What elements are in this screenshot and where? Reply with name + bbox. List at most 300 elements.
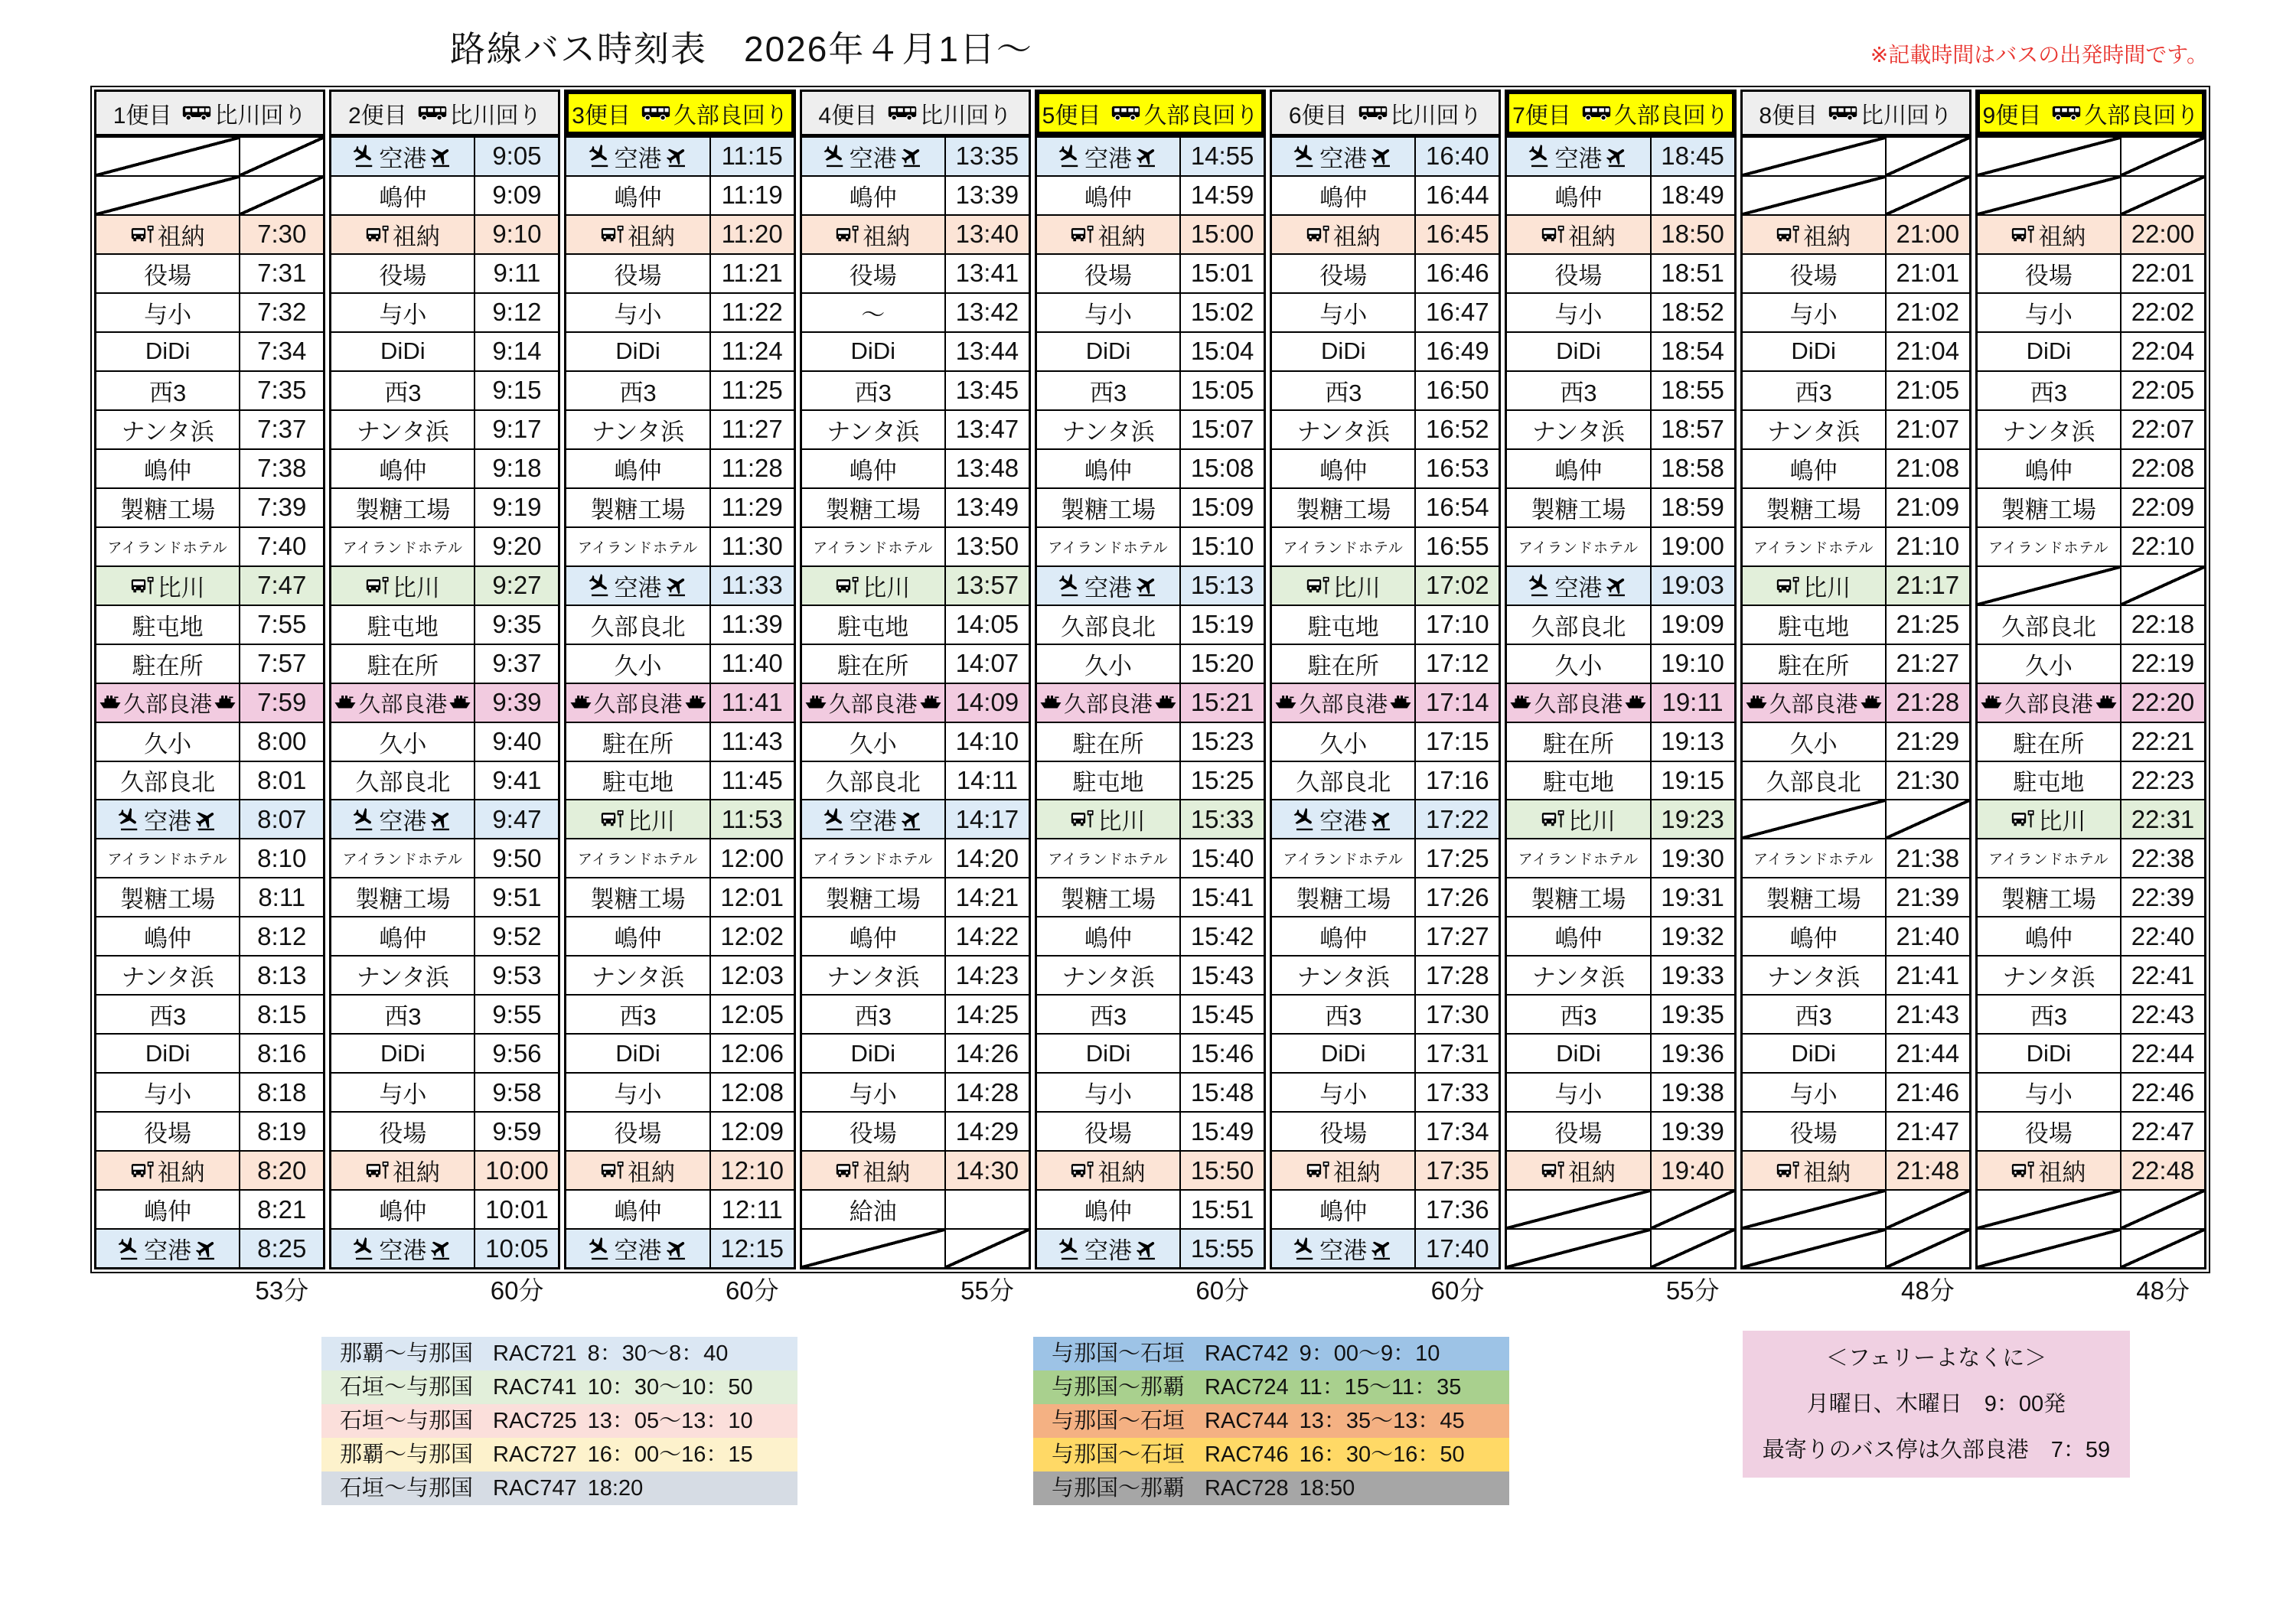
stop-time-cell: 12:08 xyxy=(709,1074,794,1111)
stop-time-cell: 21:27 xyxy=(1885,645,1969,683)
bus-stop-icon xyxy=(836,576,859,595)
stop-name-cell: DiDi xyxy=(615,1039,660,1067)
stop-time-cell: 19:36 xyxy=(1650,1035,1734,1072)
stop-time-cell: 15:23 xyxy=(1179,723,1264,761)
trip-duration: 60分 xyxy=(1430,1276,1485,1305)
bus-stop-icon xyxy=(836,1161,859,1180)
stop-row xyxy=(802,331,1029,370)
stop-row xyxy=(331,370,558,409)
stop-time-cell: 9:39 xyxy=(474,684,558,722)
plane-takeoff-icon xyxy=(430,145,453,168)
stop-time-cell: 13:44 xyxy=(944,333,1029,370)
stop-time-cell: 18:55 xyxy=(1650,372,1734,409)
stop-time-cell: 13:35 xyxy=(944,138,1029,175)
bus-stop-icon xyxy=(1541,810,1564,829)
stop-name-cell: ナンタ浜 xyxy=(2002,418,2095,445)
stop-name-cell: 製糖工場 xyxy=(355,496,451,523)
stop-time-cell: 18:45 xyxy=(1650,138,1734,175)
stop-row xyxy=(331,487,558,526)
stop-name-cell: ナンタ浜 xyxy=(121,964,214,992)
stop-time-cell: 14:17 xyxy=(944,800,1029,838)
flight-time: 16：30～16：50 xyxy=(1299,1442,1465,1467)
stop-name-cell: 嶋仲 xyxy=(1084,925,1132,953)
stop-time-cell: 15:21 xyxy=(1179,684,1264,722)
plane-landing-icon xyxy=(1293,808,1316,831)
stop-row xyxy=(331,605,558,644)
stop-name-cell: 久部良北 xyxy=(1296,769,1391,797)
stop-time-cell: 7:47 xyxy=(239,567,323,605)
stop-row xyxy=(802,1111,1029,1150)
stop-time-cell: 11:41 xyxy=(709,684,794,722)
stop-time-cell: 8:01 xyxy=(239,762,323,800)
plane-landing-icon xyxy=(352,1237,375,1260)
stop-time-cell: 14:05 xyxy=(944,606,1029,644)
bus-side-icon xyxy=(182,106,211,121)
stop-time-cell: 11:15 xyxy=(709,138,794,175)
stop-name-cell: 駐在所 xyxy=(1542,730,1614,758)
stop-name-cell: 与小 xyxy=(2024,301,2073,328)
stop-name-cell: 駐屯地 xyxy=(1778,613,1850,640)
ship-icon xyxy=(569,695,592,710)
stop-row xyxy=(1507,994,1733,1033)
stop-name-cell: DiDi xyxy=(1320,337,1366,365)
flight-route: 石垣～与那国 xyxy=(340,1375,474,1400)
stop-time-cell: 14:28 xyxy=(944,1074,1029,1111)
stop-name-cell: DiDi xyxy=(615,337,660,365)
stop-row xyxy=(96,214,323,253)
stop-row xyxy=(1272,1150,1499,1189)
stop-name-cell: アイランドホテル xyxy=(1988,539,2109,556)
stop-row xyxy=(1272,799,1499,838)
stop-name-cell: アイランドホテル xyxy=(107,852,228,869)
stop-name-cell: 製糖工場 xyxy=(2001,496,2096,523)
bus-side-icon xyxy=(2052,106,2081,121)
trip-duration: 48分 xyxy=(2136,1276,2190,1305)
stop-row xyxy=(1743,331,1969,370)
stop-row xyxy=(96,605,323,644)
stop-name-cell: 西3 xyxy=(384,379,422,406)
stop-name-cell: DiDi xyxy=(1085,1039,1131,1067)
plane-takeoff-icon xyxy=(1136,574,1159,597)
stop-row xyxy=(1272,175,1499,214)
stop-row xyxy=(1037,409,1264,448)
stop-name-cell: 駐屯地 xyxy=(367,613,439,640)
bus-stop-icon xyxy=(1071,225,1094,244)
stop-row xyxy=(1743,1150,1969,1189)
stop-row xyxy=(1507,526,1733,565)
stop-row xyxy=(1037,487,1264,526)
stop-row xyxy=(566,994,793,1033)
stop-time-cell: 19:15 xyxy=(1650,762,1734,800)
stop-time-cell: 19:11 xyxy=(1650,684,1734,722)
stop-time-cell: 8:25 xyxy=(239,1230,323,1267)
stop-row xyxy=(331,448,558,487)
stop-row xyxy=(802,409,1029,448)
stop-time-cell: 9:47 xyxy=(474,800,558,838)
stop-time-cell: 11:19 xyxy=(709,177,794,214)
stop-time-cell: 14:20 xyxy=(944,839,1029,877)
trip-column-2 xyxy=(329,90,560,1269)
stop-name-cell: 与小 xyxy=(614,1081,662,1109)
stop-row xyxy=(566,1189,793,1228)
stop-time-cell: 17:02 xyxy=(1414,567,1499,605)
stop-time-cell: 19:23 xyxy=(1650,800,1734,838)
trip-header xyxy=(96,92,323,136)
stop-time-cell: 11:24 xyxy=(709,333,794,370)
stop-time-cell: 14:59 xyxy=(1179,177,1264,214)
stop-row xyxy=(1507,409,1733,448)
stop-name-cell: 空港 xyxy=(1037,1230,1179,1267)
stop-time-cell: 12:01 xyxy=(709,878,794,916)
stop-row xyxy=(1507,838,1733,877)
stop-name-cell xyxy=(802,1230,944,1267)
stop-time-cell: 22:38 xyxy=(2120,839,2204,877)
stop-row xyxy=(1978,644,2204,683)
ferry-title: ＜フェリーよなくに＞ xyxy=(1825,1346,2047,1370)
stop-name-cell: アイランドホテル xyxy=(1753,852,1874,869)
stop-time-cell: 8:21 xyxy=(239,1191,323,1228)
plane-landing-icon xyxy=(823,808,846,831)
stop-time-cell: 10:00 xyxy=(474,1152,558,1189)
stop-row xyxy=(1037,722,1264,761)
flight-number: RAC721 xyxy=(493,1341,577,1366)
stop-row xyxy=(1037,799,1264,838)
stop-time-cell: 17:27 xyxy=(1414,917,1499,955)
stop-name-cell: 嶋仲 xyxy=(379,457,427,484)
flight-time: 18:50 xyxy=(1299,1476,1355,1501)
stop-name-cell: 久部良北 xyxy=(1531,613,1626,640)
stop-time-cell: 11:45 xyxy=(709,762,794,800)
stop-name-cell: 役場 xyxy=(379,1120,427,1148)
stop-name-cell: 西3 xyxy=(1325,1003,1362,1031)
stop-time-cell: 9:18 xyxy=(474,450,558,487)
stop-time-cell: 15:55 xyxy=(1179,1230,1264,1267)
stop-name-cell: 西3 xyxy=(854,1003,892,1031)
stop-row xyxy=(1743,487,1969,526)
stop-time-cell: 21:04 xyxy=(1885,333,1969,370)
trip-route: 久部良回り xyxy=(1613,103,1729,129)
stop-time-cell: 17:25 xyxy=(1414,839,1499,877)
stop-name-cell: 製糖工場 xyxy=(1531,496,1626,523)
stop-row xyxy=(1272,1228,1499,1267)
stop-time-cell: 19:10 xyxy=(1650,645,1734,683)
stop-row xyxy=(1507,136,1733,175)
stop-time-cell: 22:48 xyxy=(2120,1152,2204,1189)
stop-row xyxy=(566,331,793,370)
stop-time-cell: 21:39 xyxy=(1885,878,1969,916)
stop-name-cell: 久部良港 xyxy=(96,684,239,722)
stop-time-cell xyxy=(944,1230,1029,1267)
trip-duration: 48分 xyxy=(1901,1276,1955,1305)
stop-row xyxy=(1037,1072,1264,1111)
stop-row xyxy=(1743,292,1969,331)
stop-row xyxy=(96,1189,323,1228)
stop-row xyxy=(1978,761,2204,800)
stop-time-cell: 17:16 xyxy=(1414,762,1499,800)
stop-name-cell: 空港 xyxy=(1272,1230,1414,1267)
stop-row xyxy=(1507,916,1733,955)
stop-time-cell: 22:40 xyxy=(2120,917,2204,955)
flight-time: 11：15～11：35 xyxy=(1299,1375,1462,1400)
stop-name-cell: 嶋仲 xyxy=(1789,925,1838,953)
bus-side-icon xyxy=(641,106,670,121)
stop-row xyxy=(802,722,1029,761)
stop-name-cell: 役場 xyxy=(379,262,427,289)
stop-row xyxy=(1272,214,1499,253)
stop-name-cell: 久部良港 xyxy=(1743,684,1885,722)
bus-side-icon xyxy=(418,106,447,121)
stop-time-cell: 21:47 xyxy=(1885,1113,1969,1150)
stop-name-cell xyxy=(1743,138,1885,175)
stop-time-cell: 15:10 xyxy=(1179,528,1264,565)
stop-time-cell: 7:31 xyxy=(239,255,323,292)
trip-column-8 xyxy=(1740,90,1971,1269)
stop-time-cell: 16:52 xyxy=(1414,411,1499,448)
stop-row xyxy=(1978,683,2204,722)
stop-row xyxy=(1978,136,2204,175)
stop-name-cell: 製糖工場 xyxy=(1531,886,1626,914)
stop-time-cell: 17:30 xyxy=(1414,996,1499,1033)
stop-time-cell: 17:15 xyxy=(1414,723,1499,761)
stop-name-cell: 製糖工場 xyxy=(825,496,921,523)
stop-name-cell: 製糖工場 xyxy=(825,886,921,914)
stop-row xyxy=(566,838,793,877)
stop-time-cell: 21:05 xyxy=(1885,372,1969,409)
stop-name-cell: 久小 xyxy=(379,730,427,758)
stop-time-cell: 9:12 xyxy=(474,294,558,331)
stop-time-cell xyxy=(239,138,323,175)
stop-name-cell: 西3 xyxy=(619,379,657,406)
stop-name-cell: 祖納 xyxy=(331,216,474,253)
stop-name-cell: 西3 xyxy=(1089,1003,1127,1031)
trip-number: 8便目 xyxy=(1759,103,1818,129)
stop-time-cell: 15:13 xyxy=(1179,567,1264,605)
stop-name-cell: 嶋仲 xyxy=(1319,925,1368,953)
stop-name-cell: 祖納 xyxy=(1272,1152,1414,1189)
stop-row xyxy=(1978,1228,2204,1267)
stop-time-cell: 22:10 xyxy=(2120,528,2204,565)
stop-name-cell: アイランドホテル xyxy=(1518,539,1639,556)
stop-row xyxy=(1978,1150,2204,1189)
stop-time-cell: 11:33 xyxy=(709,567,794,605)
stop-row xyxy=(802,644,1029,683)
plane-landing-icon xyxy=(1293,145,1316,168)
stop-row xyxy=(1743,799,1969,838)
plane-takeoff-icon xyxy=(666,574,689,597)
stop-name-cell: DiDi xyxy=(1320,1039,1366,1067)
stop-time-cell: 16:45 xyxy=(1414,216,1499,253)
stop-time-cell: 9:15 xyxy=(474,372,558,409)
stop-row xyxy=(1272,292,1499,331)
stop-time-cell: 18:50 xyxy=(1650,216,1734,253)
stop-name-cell: 西3 xyxy=(1795,1003,1832,1031)
stop-row xyxy=(1272,838,1499,877)
stop-row xyxy=(802,1072,1029,1111)
stop-row xyxy=(1037,605,1264,644)
stop-row xyxy=(1037,331,1264,370)
stop-name-cell: 与小 xyxy=(379,301,427,328)
flight-departures-legend xyxy=(1033,1337,1509,1505)
stop-time-cell: 13:50 xyxy=(944,528,1029,565)
stop-row xyxy=(566,370,793,409)
stop-name-cell: 空港 xyxy=(331,800,474,838)
stop-name-cell xyxy=(1978,138,2120,175)
plane-landing-icon xyxy=(352,808,375,831)
stop-row xyxy=(331,292,558,331)
stop-time-cell: 21:44 xyxy=(1885,1035,1969,1072)
stop-row xyxy=(331,1228,558,1267)
stop-name-cell: 嶋仲 xyxy=(1084,457,1132,484)
bus-side-icon xyxy=(1358,106,1388,121)
trip-duration: 60分 xyxy=(725,1276,779,1305)
flight-time: 13：05～13：10 xyxy=(587,1409,753,1433)
stop-row xyxy=(1743,526,1969,565)
arrival-flight-row xyxy=(321,1337,797,1370)
stop-name-cell: ナンタ浜 xyxy=(2002,964,2095,992)
stop-time-cell: 15:42 xyxy=(1179,917,1264,955)
stop-name-cell: アイランドホテル xyxy=(1753,539,1874,556)
stop-time-cell: 22:43 xyxy=(2120,996,2204,1033)
bus-stop-icon xyxy=(131,576,154,595)
plane-takeoff-icon xyxy=(195,1237,218,1260)
bus-stop-icon xyxy=(2011,1161,2034,1180)
stop-name-cell: 駐屯地 xyxy=(132,613,204,640)
stop-row xyxy=(802,1033,1029,1072)
trip-durations xyxy=(90,1273,2210,1309)
stop-time-cell: 13:49 xyxy=(944,489,1029,526)
stop-time-cell: 21:08 xyxy=(1885,450,1969,487)
stop-name-cell: 空港 xyxy=(1037,567,1179,605)
stop-time-cell: 21:40 xyxy=(1885,917,1969,955)
plane-landing-icon xyxy=(1528,574,1551,597)
stop-row xyxy=(331,526,558,565)
stop-name-cell: 嶋仲 xyxy=(1554,184,1603,211)
stop-time-cell: 15:01 xyxy=(1179,255,1264,292)
stop-row xyxy=(96,487,323,526)
stop-time-cell: 18:52 xyxy=(1650,294,1734,331)
stop-time-cell: 15:09 xyxy=(1179,489,1264,526)
stop-name-cell: 久小 xyxy=(614,652,662,680)
stop-time-cell: 11:43 xyxy=(709,723,794,761)
stop-time-cell: 13:48 xyxy=(944,450,1029,487)
trip-route: 比川回り xyxy=(1390,103,1482,129)
stop-name-cell: 嶋仲 xyxy=(849,925,897,953)
stop-row xyxy=(1507,877,1733,916)
stop-time-cell: 19:09 xyxy=(1650,606,1734,644)
stop-name-cell: 嶋仲 xyxy=(2024,925,2073,953)
stop-name-cell: 製糖工場 xyxy=(1060,496,1156,523)
stop-time-cell: 11:39 xyxy=(709,606,794,644)
trip-route: 比川回り xyxy=(214,103,307,129)
stop-time-cell: 11:21 xyxy=(709,255,794,292)
stop-row xyxy=(1037,370,1264,409)
stop-time-cell: 16:53 xyxy=(1414,450,1499,487)
stop-name-cell: 駐屯地 xyxy=(1307,613,1379,640)
plane-landing-icon xyxy=(1293,1237,1316,1260)
trip-header xyxy=(1272,92,1499,136)
stop-name-cell: 久小 xyxy=(1319,730,1368,758)
stop-name-cell xyxy=(1978,177,2120,214)
stop-row xyxy=(1272,1111,1499,1150)
stop-name-cell: アイランドホテル xyxy=(813,852,934,869)
stop-time-cell: 9:41 xyxy=(474,762,558,800)
stop-row xyxy=(1037,761,1264,800)
stop-name-cell: 祖納 xyxy=(1978,1152,2120,1189)
stop-row xyxy=(331,1111,558,1150)
stop-name-cell: 祖納 xyxy=(1507,216,1649,253)
stop-time-cell: 11:29 xyxy=(709,489,794,526)
ship-icon xyxy=(1624,695,1647,710)
stop-name-cell: 久小 xyxy=(144,730,192,758)
trip-header xyxy=(1743,92,1969,136)
stop-time-cell: 9:40 xyxy=(474,723,558,761)
stop-time-cell xyxy=(2120,138,2204,175)
stop-time-cell: 17:14 xyxy=(1414,684,1499,722)
stop-name-cell: 駐屯地 xyxy=(1072,769,1144,797)
stop-row xyxy=(802,955,1029,994)
plane-landing-icon xyxy=(1058,574,1081,597)
stop-row xyxy=(1743,877,1969,916)
stop-row xyxy=(96,292,323,331)
stop-name-cell: 空港 xyxy=(566,567,709,605)
stop-name-cell: 駐在所 xyxy=(1307,652,1379,680)
stop-time-cell: 17:40 xyxy=(1414,1230,1499,1267)
stop-name-cell: アイランドホテル xyxy=(1048,852,1169,869)
stop-name-cell: 製糖工場 xyxy=(1060,886,1156,914)
stop-time-cell xyxy=(1650,1191,1734,1228)
stop-time-cell: 7:34 xyxy=(239,333,323,370)
stop-name-cell: 駐屯地 xyxy=(1542,769,1614,797)
stop-name-cell: 嶋仲 xyxy=(849,457,897,484)
stop-time-cell: 21:46 xyxy=(1885,1074,1969,1111)
stop-row xyxy=(331,644,558,683)
stop-time-cell: 8:16 xyxy=(239,1035,323,1072)
bus-stop-icon xyxy=(836,225,859,244)
stop-time-cell: 9:20 xyxy=(474,528,558,565)
stop-time-cell: 21:00 xyxy=(1885,216,1969,253)
stop-time-cell: 17:22 xyxy=(1414,800,1499,838)
flight-arrivals-legend xyxy=(321,1337,797,1505)
stop-row xyxy=(1507,370,1733,409)
stop-time-cell: 12:02 xyxy=(709,917,794,955)
plane-landing-icon xyxy=(1058,145,1081,168)
stop-row xyxy=(1037,1228,1264,1267)
stop-row xyxy=(1978,955,2204,994)
stop-row xyxy=(1037,1033,1264,1072)
stop-time-cell: 9:11 xyxy=(474,255,558,292)
stop-name-cell: アイランドホテル xyxy=(577,852,699,869)
stop-time-cell: 8:13 xyxy=(239,957,323,994)
stop-time-cell: 22:20 xyxy=(2120,684,2204,722)
stop-row xyxy=(1978,994,2204,1033)
trip-duration: 60分 xyxy=(490,1276,544,1305)
flight-number: RAC741 xyxy=(493,1375,577,1400)
stop-row xyxy=(1507,565,1733,605)
stop-row xyxy=(96,1111,323,1150)
stop-time-cell: 19:13 xyxy=(1650,723,1734,761)
stop-name-cell: 役場 xyxy=(1554,1120,1603,1148)
trip-number: 1便目 xyxy=(113,103,172,129)
stop-row xyxy=(1037,292,1264,331)
stop-row xyxy=(566,799,793,838)
stop-row xyxy=(331,409,558,448)
stop-row xyxy=(1507,605,1733,644)
stop-time-cell: 8:18 xyxy=(239,1074,323,1111)
stop-time-cell: 18:59 xyxy=(1650,489,1734,526)
stop-row xyxy=(1978,292,2204,331)
stop-time-cell: 15:45 xyxy=(1179,996,1264,1033)
stop-time-cell: 9:59 xyxy=(474,1113,558,1150)
